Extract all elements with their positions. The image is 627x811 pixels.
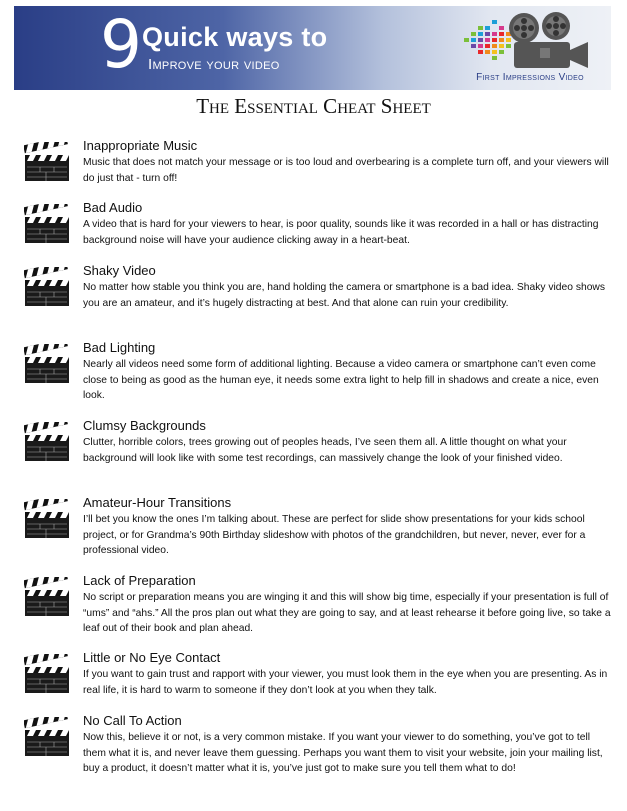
tip-body: A video that is hard for your viewers to hear, is poor quality, sounds like it was recorded in a hall or has distracting background noise will have your audience clicking away in a heart-beat.: [83, 219, 599, 246]
clapperboard-icon: [24, 204, 70, 244]
tip-title: Bad Audio: [83, 200, 143, 215]
tip-title: Bad Lighting: [83, 340, 156, 355]
clapperboard-icon: [24, 654, 70, 694]
header-title: Quick ways to: [142, 22, 328, 52]
tip-body: Now this, believe it or not, is a very common mistake. If you want your viewer to do something, you’ve got to tell them what it is, and never leave them guessing. Perhaps you want them to visit your website, join your mailing list, buy a product, it doesn’t matter what it is, you’ve just got to make sure you tell them what to do!: [83, 732, 603, 774]
clapperboard-icon: [24, 422, 70, 462]
tip-body: If you want to gain trust and rapport with your viewer, you must look them in the eye when you are presenting. As in real life, it is hard to warm to someone if they don’t look at you when they talk.: [83, 669, 608, 696]
clapperboard-icon: [24, 344, 70, 384]
brand-name: First Impressions Video: [476, 72, 584, 83]
tip-title: Amateur-Hour Transitions: [83, 495, 232, 510]
tip-body: No script or preparation means you are winging it and this will show big time, especially if your presentation is full of “ums” and “ahs.” All the pros plan out what they are going to say, and at least rehearse it before going live, so take a leaf out of their book and plan ahead.: [83, 592, 611, 634]
clapperboard-icon: [24, 267, 70, 307]
clapperboard-icon: [24, 499, 70, 539]
page-title: The Essential Cheat Sheet: [196, 94, 431, 118]
tip-title: Inappropriate Music: [83, 138, 198, 153]
clapperboard-icon: [24, 717, 70, 757]
header-subtitle: Improve your video: [148, 56, 280, 73]
header-number: 9: [100, 6, 142, 83]
tip-title: Lack of Preparation: [83, 573, 196, 588]
tip-body: No matter how stable you think you are, hand holding the camera or smartphone is a bad idea. Shaky video shows you are an amateur, and it’s hugely distracting at best. And that alone can ruin your credibility.: [83, 282, 606, 309]
clapperboard-icon: [24, 577, 70, 617]
tip-title: Clumsy Backgrounds: [83, 418, 206, 433]
tip-title: Shaky Video: [83, 263, 156, 278]
tip-body: Nearly all videos need some form of additional lighting. Because a video camera or smartphone can’t even come close to being as good as the human eye, it needs some extra light to help fill in shadows and create a nice, even look.: [83, 359, 599, 401]
tip-body: I’ll bet you know the ones I’m talking about. These are perfect for slide show presentations for your kids school project, or for Grandma’s 90th Birthday slideshow with photos of the grandchildren, but never, never, ever for a professional video.: [83, 514, 586, 556]
clapperboard-icon: [24, 142, 70, 182]
tip-title: No Call To Action: [83, 713, 182, 728]
tip-body: Music that does not match your message or is too loud and overbearing is a complete turn off, and your viewers will do just that - turn off!: [83, 157, 609, 184]
tip-body: Clutter, horrible colors, trees growing out of peoples heads, I’ve seen them all. A little thought on what your background will look like with some test recordings, can massively change the look of your finished video.: [83, 437, 567, 464]
tip-title: Little or No Eye Contact: [83, 650, 221, 665]
